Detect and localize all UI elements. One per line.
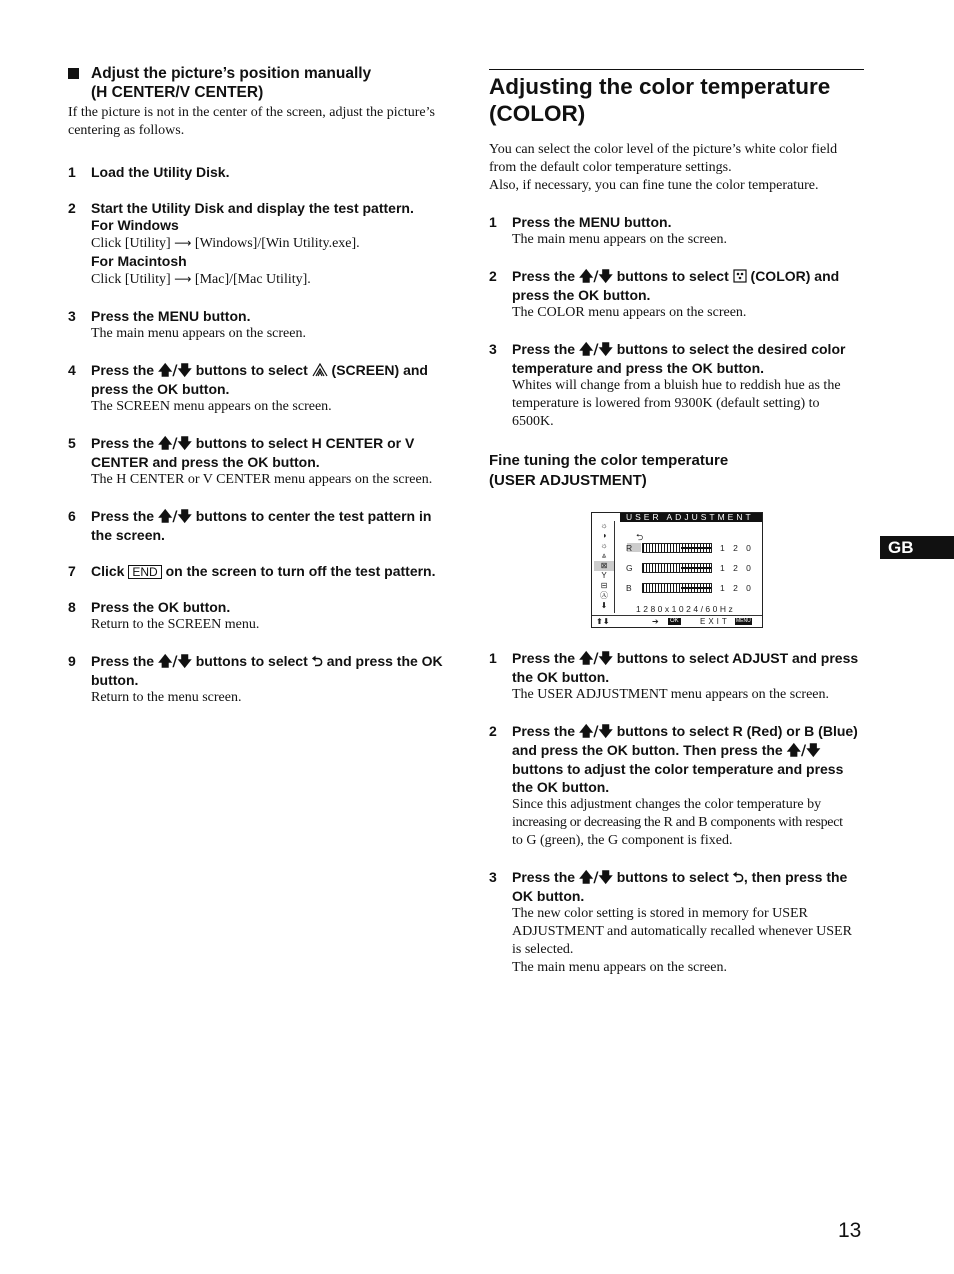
g-value: 1 2 0 [720,563,754,573]
step-description: Return to the menu screen. [91,690,242,705]
step-heading: Press the 🡅/🡇 buttons to select (COLOR) and [512,268,840,285]
color-icon: ⊠ [594,561,614,571]
step-1 [68,163,448,181]
step-description: The COLOR menu appears on the screen. [512,305,747,320]
right-arrow-icon: ⟶ [174,272,192,286]
page-title: Adjusting the color temperature (COLOR) [489,74,831,126]
left-column [68,64,448,707]
end-button-label: END [128,565,161,579]
step-heading: Start the Utility Disk and display the test pattern. [91,200,414,216]
step-5: 5 Press the 🡅/🡇 buttons to select H CENTER or V CENTER and press the OK button. The H CENTER or V CENTER menu appears on the screen. [68,434,448,489]
osd-footer [592,615,762,627]
right-arrow-icon: ⟶ [174,236,192,250]
step-heading: Press the 🡅/🡇 buttons to select (SCREEN) and [91,362,428,379]
up-down-arrows-icon: 🡅/🡇 [157,363,192,379]
fine-step-2: 2 Press the 🡅/🡇 buttons to select R (Red) or B (Blue) and press the OK button. Then press the 🡅/🡇 buttons to adjust the color temperature and press the OK button. Since this adjustment changes the color temperature by increasing or decreasing the R and B components with respect to G (green), the G component is fixed. [489,722,864,850]
up-down-keys-icon: ⬆⬇ [596,617,610,626]
step-description: The H CENTER or V CENTER menu appears on the screen. [91,472,433,487]
intro-line: If the picture is not in the center of the screen, adjust the picture’s [68,105,435,120]
step-heading: Press the 🡅/🡇 buttons to select ADJUST and press [512,650,859,667]
step-number: 2 [489,723,497,739]
osd-menu-icons [594,521,615,613]
b-level-bar [642,583,712,593]
step-description: The new color setting is stored in memory for USER ADJUSTMENT and automatically recalled whenever USER is selected. The main menu appears on the screen. [512,906,852,975]
brightness-icon: ☼ [600,521,608,530]
up-down-arrows-icon: 🡅/🡇 [578,870,613,886]
language-tab: GB [880,536,954,559]
section-title-line1: Adjust the picture’s position manually [91,65,372,82]
g-level-bar [642,563,712,573]
step-heading: Click END on the screen to turn off the test pattern. [91,563,436,579]
windows-heading: For Windows [91,217,179,233]
return-icon: ⮌ [636,532,644,542]
screen-icon [312,363,328,377]
brightness-small-icon: ☼ [600,541,608,550]
osd-exit-label: EXIT [700,617,730,626]
step-6: 6 Press the 🡅/🡇 buttons to center the test pattern in the screen. [68,507,448,544]
contrast-icon: ◑ [601,531,607,540]
section-title-line2: (H CENTER/V CENTER) [91,84,264,101]
b-value: 1 2 0 [720,583,754,593]
section-intro [68,104,448,140]
step-number: 2 [68,200,76,216]
color-icon [733,269,747,283]
up-down-arrows-icon: 🡅/🡇 [786,743,821,759]
step-number: 8 [68,599,76,615]
step-heading: Press the OK button. [91,599,231,615]
osd-row-g: G [626,563,633,573]
step-description: The main menu appears on the screen. [512,232,727,247]
language-icon: Ⓐ [600,591,608,600]
step-heading: Press the 🡅/🡇 buttons to select H CENTER or V [91,435,415,452]
step-3 [68,307,448,343]
r-level-bar [642,543,712,553]
step-number: 5 [68,435,76,451]
step-number: 3 [489,341,497,357]
return-icon: ⮌ [311,654,323,670]
step-number: 7 [68,563,76,579]
osd-ok-key: OK [670,618,679,624]
osd-title: USER ADJUSTMENT [620,513,762,522]
option-icon: ⊟ [600,581,608,590]
step-description: Whites will change from a bluish hue to reddish hue as the temperature is lowered from 9300K (default setting) to 6500K. [512,378,841,429]
step-description: The SCREEN menu appears on the screen. [91,399,332,414]
square-bullet-icon [68,68,79,79]
osd-menu-key: MENU [736,618,751,624]
color-step-1 [489,213,864,249]
up-down-arrows-icon: 🡅/🡇 [157,509,192,525]
color-step-2: 2 Press the 🡅/🡇 buttons to select (COLOR) and press the OK button. The COLOR menu appears on the screen. [489,267,864,322]
step-2 [68,199,448,289]
step-heading: Press the MENU button. [512,214,672,230]
step-number: 9 [68,653,76,669]
page-number: 13 [838,1219,862,1242]
step-number: 1 [489,214,497,230]
step-heading: Press the 🡅/🡇 buttons to select ⮌, then press the [512,869,848,886]
intro-line: centering as follows. [68,123,185,138]
step-description: The main menu appears on the screen. [91,326,306,341]
up-down-arrows-icon: 🡅/🡇 [578,651,613,667]
step-heading: Load the Utility Disk. [91,164,230,180]
step-7 [68,562,448,580]
up-down-arrows-icon: 🡅/🡇 [157,654,192,670]
osd-row-b: B [626,583,632,593]
step-number: 1 [489,650,497,666]
right-column [489,69,864,977]
step-number: 1 [68,164,76,180]
step-9: 9 Press the 🡅/🡇 buttons to select ⮌ and press the OK button. Return to the menu screen. [68,652,448,707]
step-heading: Press the 🡅/🡇 buttons to select ⮌ and press the OK [91,653,443,670]
section-heading [68,64,448,102]
return-icon: ⮌ [732,870,744,886]
right-arrow-icon: ➔ [652,617,659,626]
step-number: 2 [489,268,497,284]
fine-tuning-heading: Fine tuning the color temperature (USER ADJUSTMENT) [489,452,729,489]
color-intro: You can select the color level of the picture’s white color field from the default color temperature settings. Also, if necessary, you can fine tune the color temperature. [489,142,838,193]
macintosh-heading: For Macintosh [91,253,187,269]
r-value: 1 2 0 [720,543,754,553]
up-down-arrows-icon: 🡅/🡇 [578,342,613,358]
up-down-arrows-icon: 🡅/🡇 [578,269,613,285]
step-heading: Press the MENU button. [91,308,251,324]
color-step-3: 3 Press the 🡅/🡇 buttons to select the desired color temperature and press the OK button. Whites will change from a bluish hue to reddish hue as the temperature is lowered from 9300K (default setting) to 6500K. [489,340,864,431]
up-down-arrows-icon: 🡅/🡇 [157,436,192,452]
macintosh-instruction: Click [Utility] ⟶ [Mac]/[Mac Utility]. [91,272,311,287]
fine-step-3: 3 Press the 🡅/🡇 buttons to select ⮌, then press the OK button. The new color setting is stored in memory for USER ADJUSTMENT and automatically recalled whenever USER is selected. The main menu appears on the screen. [489,868,864,977]
step-4: 4 Press the 🡅/🡇 buttons to select (SCREEN) and press the OK button. The SCREEN menu appears on the screen. [68,361,448,416]
heading-rule [489,69,864,70]
step-8 [68,598,448,634]
osd-frequency: 1280x1024/60Hz [636,604,736,614]
fine-step-1: 1 Press the 🡅/🡇 buttons to select ADJUST and press the OK button. The USER ADJUSTMENT menu appears on the screen. [489,649,864,704]
step-heading: Press the 🡅/🡇 buttons to select R (Red) or B (Blue) [512,723,858,740]
down-arrow-icon: ⬇ [600,601,608,610]
step-number: 4 [68,362,76,378]
windows-instruction: Click [Utility] ⟶ [Windows]/[Win Utility.exe]. [91,236,360,251]
user-adjustment-osd [591,512,763,628]
step-description: Return to the SCREEN menu. [91,617,260,632]
screen-icon: ⩓ [601,551,607,560]
step-heading: Press the 🡅/🡇 buttons to center the test pattern in [91,508,432,525]
step-number: 3 [68,308,76,324]
osd-row-r: R [626,543,633,553]
step-number: 3 [489,869,497,885]
geometry-icon: Y [601,571,607,580]
step-description: Since this adjustment changes the color temperature by increasing or decreasing the R and B components with respect to G (green), the G component is fixed. [512,797,843,848]
step-heading: Press the 🡅/🡇 buttons to select the desired color [512,341,846,358]
step-description: The USER ADJUSTMENT menu appears on the screen. [512,687,830,702]
up-down-arrows-icon: 🡅/🡇 [578,724,613,740]
step-number: 6 [68,508,76,524]
